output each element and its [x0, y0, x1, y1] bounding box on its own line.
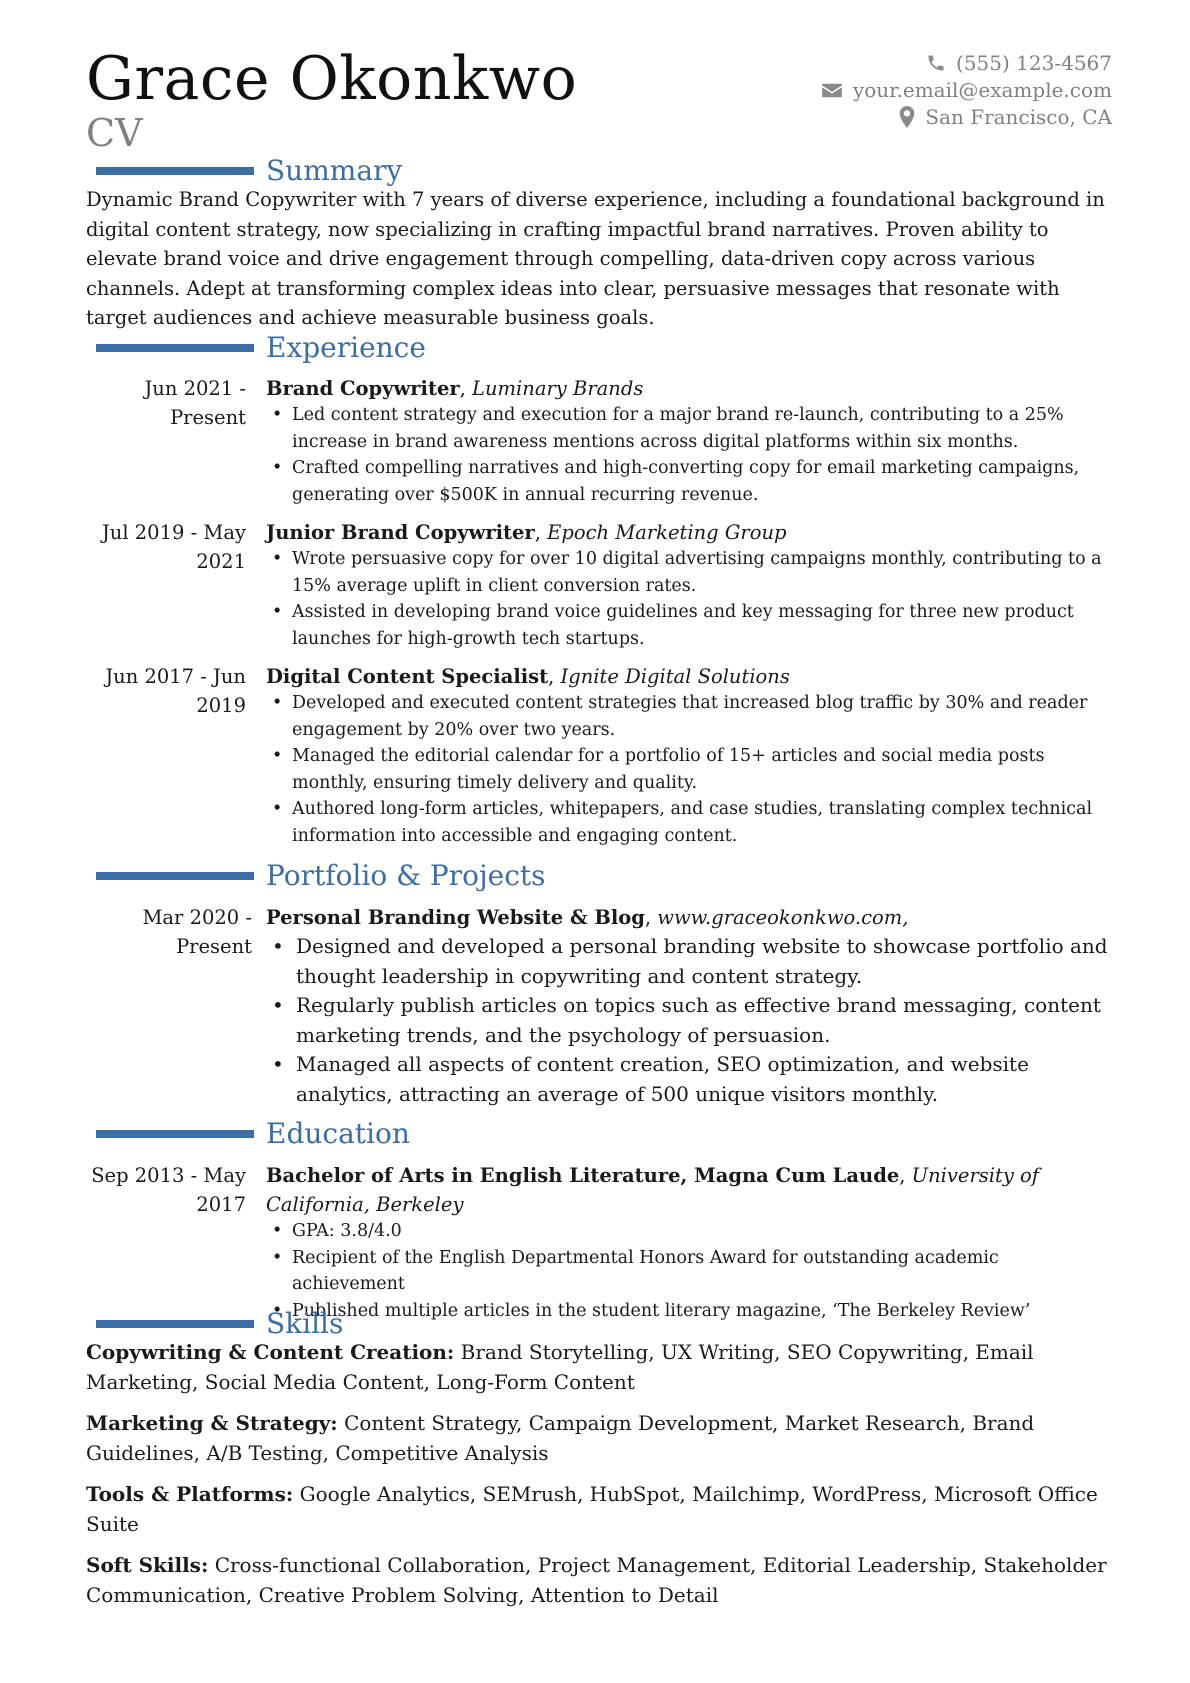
- entry-bullets: [266, 402, 1112, 508]
- entry-heading: Bachelor of Arts in English Literature, Magna Cum Laude, University of California, Berkeley: [266, 1164, 1040, 1216]
- job-title: Digital Content Specialist: [266, 665, 549, 688]
- project-name: Personal Branding Website & Blog: [266, 906, 645, 929]
- skill-group-items: Content Strategy, Campaign Development, Market Research, Brand Guidelines, A/B Testing, Competitive Analysis: [86, 1411, 1035, 1465]
- section-title-skills: Skills: [266, 1307, 344, 1340]
- entry-dates: Jul 2019 - May 2021: [101, 521, 246, 573]
- skill-group: [86, 1338, 1120, 1397]
- company-name: Epoch Marketing Group: [547, 521, 787, 544]
- company-name: Luminary Brands: [472, 377, 644, 400]
- entry-heading: Junior Brand Copywriter, Epoch Marketing Group: [266, 521, 787, 544]
- skill-group-label: Marketing & Strategy:: [86, 1411, 338, 1435]
- section-title-summary: Summary: [266, 154, 403, 187]
- job-title: Brand Copywriter: [266, 377, 460, 400]
- skill-group-items: Google Analytics, SEMrush, HubSpot, Mailchimp, WordPress, Microsoft Office Suite: [86, 1482, 1098, 1536]
- skill-group-items: Brand Storytelling, UX Writing, SEO Copywriting, Email Marketing, Social Media Content, Long-Form Content: [86, 1340, 1034, 1394]
- list-item: • Designed and developed a personal branding website to showcase portfolio and thought leadership in copywriting and content strategy.: [266, 932, 1112, 991]
- location-text: San Francisco, CA: [925, 105, 1112, 129]
- entry-dates: Jun 2017 - Jun 2019: [105, 665, 246, 717]
- project-url: www.graceokonkwo.com,: [657, 906, 909, 929]
- map-marker-icon: [899, 106, 915, 128]
- section-rule: [96, 872, 254, 880]
- list-item: • Wrote persuasive copy for over 10 digital advertising campaigns monthly, contributing to a 15% average uplift in client conversion rates.: [266, 546, 1112, 599]
- list-item: • Authored long-form articles, whitepapers, and case studies, translating complex technical information into accessible and engaging content.: [266, 796, 1112, 849]
- entry-heading: Digital Content Specialist, Ignite Digital Solutions: [266, 665, 790, 688]
- summary-text: Dynamic Brand Copywriter with 7 years of diverse experience, including a foundational background in digital content strategy, now specializing in crafting impactful brand narratives. Proven ability to elevate brand voice and drive engagement through compelling, data-driven copy across various channels. Adept at transforming complex ideas into clear, persuasive messages that resonate with target audiences and achieve measurable business goals.: [86, 188, 1105, 329]
- school-name: University of California, Berkeley: [266, 1164, 1040, 1216]
- degree-name: Bachelor of Arts in English Literature, Magna Cum Laude: [266, 1164, 900, 1187]
- entry-dates: Mar 2020 - Present: [142, 906, 252, 958]
- list-item: • Developed and executed content strategies that increased blog traffic by 30% and reader engagement by 20% over two years.: [266, 690, 1112, 743]
- skill-group-label: Copywriting & Content Creation:: [86, 1340, 455, 1364]
- list-item: • Managed the editorial calendar for a portfolio of 15+ articles and social media posts monthly, ensuring timely delivery and quality.: [266, 743, 1112, 796]
- list-item: • Published multiple articles in the student literary magazine, ‘The Berkeley Review’: [266, 1298, 1112, 1325]
- entry-bullets: [266, 546, 1112, 652]
- person-name: Grace Okonkwo: [86, 44, 578, 114]
- list-item: • Regularly publish articles on topics such as effective brand messaging, content marketing trends, and the psychology of persuasion.: [266, 991, 1112, 1050]
- skill-group-items: Cross-functional Collaboration, Project Management, Editorial Leadership, Stakeholder Communication, Creative Problem Solving, Attention to Detail: [86, 1553, 1107, 1607]
- section-title-education: Education: [266, 1117, 410, 1150]
- envelope-icon: [821, 81, 843, 99]
- skill-group-label: Soft Skills:: [86, 1553, 209, 1577]
- skill-group: [86, 1480, 1120, 1539]
- list-item: • Led content strategy and execution for a major brand re-launch, contributing to a 25% increase in brand awareness mentions across digital platforms within six months.: [266, 402, 1112, 455]
- contact-email: [821, 77, 1112, 103]
- section-title-portfolio: Portfolio & Projects: [266, 859, 546, 892]
- section-rule: [96, 167, 254, 175]
- contact-phone: [926, 50, 1112, 76]
- entry-heading: Personal Branding Website & Blog, www.graceokonkwo.com,: [266, 906, 909, 929]
- section-title-experience: Experience: [266, 331, 426, 364]
- section-rule: [96, 1320, 254, 1328]
- list-item: • Crafted compelling narratives and high-converting copy for email marketing campaigns, generating over $500K in annual recurring revenue.: [266, 455, 1112, 508]
- entry-dates: Sep 2013 - May 2017: [91, 1164, 246, 1216]
- skill-group: [86, 1409, 1120, 1468]
- company-name: Ignite Digital Solutions: [560, 665, 790, 688]
- entry-bullets: [266, 690, 1112, 849]
- contact-location: [899, 104, 1112, 130]
- section-rule: [96, 1130, 254, 1138]
- list-item: • Recipient of the English Departmental Honors Award for outstanding academic achievement: [266, 1245, 1112, 1298]
- entry-bullets: [266, 932, 1112, 1109]
- entry-bullets: [266, 1218, 1112, 1324]
- entry-heading: Brand Copywriter, Luminary Brands: [266, 377, 644, 400]
- section-rule: [96, 344, 254, 352]
- document-subtitle: CV: [86, 111, 143, 155]
- skill-group: [86, 1551, 1120, 1610]
- list-item: • GPA: 3.8/4.0: [266, 1218, 1112, 1245]
- email-text: your.email@example.com: [852, 78, 1112, 102]
- list-item: • Managed all aspects of content creation, SEO optimization, and website analytics, attracting an average of 500 unique visitors monthly.: [266, 1050, 1112, 1109]
- phone-icon: [926, 53, 946, 73]
- entry-dates: Jun 2021 - Present: [144, 377, 246, 429]
- skill-group-label: Tools & Platforms:: [86, 1482, 294, 1506]
- list-item: • Assisted in developing brand voice guidelines and key messaging for three new product launches for high-growth tech startups.: [266, 599, 1112, 652]
- phone-text: (555) 123-4567: [956, 51, 1112, 75]
- job-title: Junior Brand Copywriter: [266, 521, 535, 544]
